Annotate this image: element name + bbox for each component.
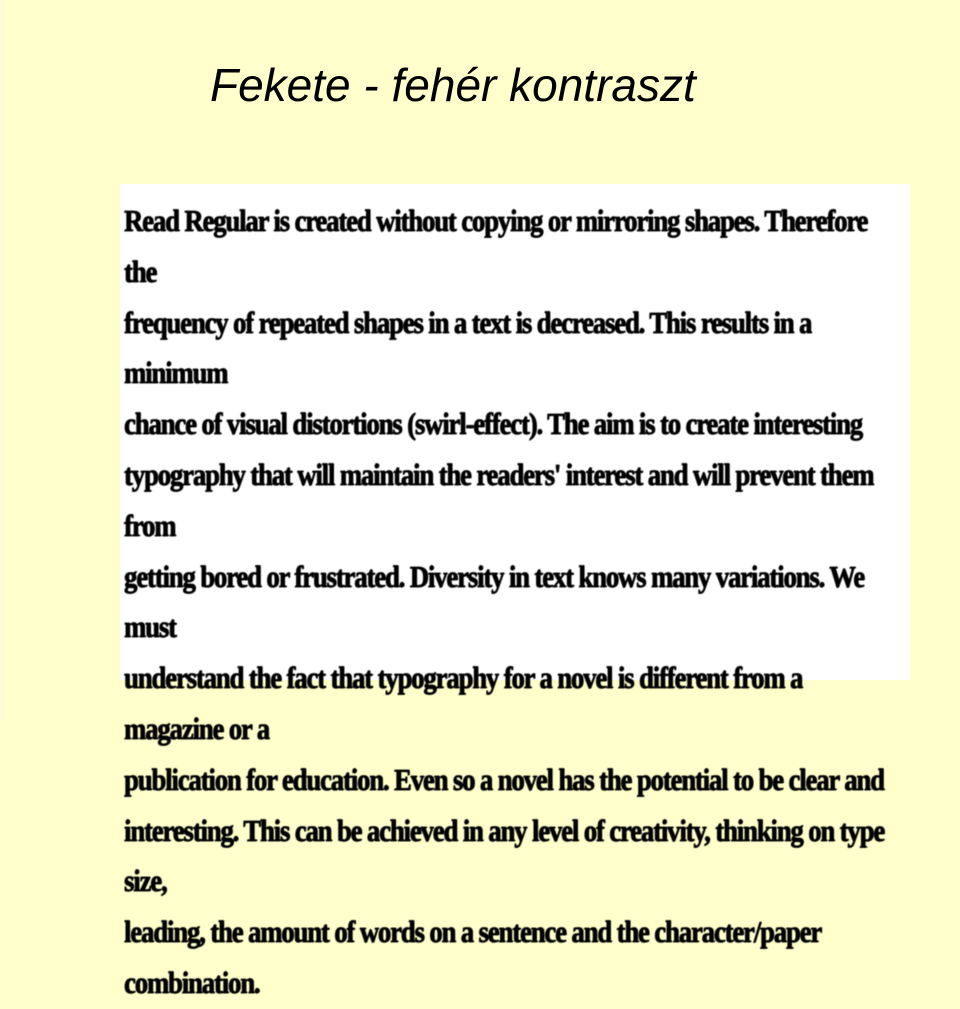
scanned-text-image (120, 184, 910, 1000)
sample-text-line: understand the fact that typography for a novel is different from a magazine or a (124, 660, 803, 746)
sample-text-line: leading, the amount of words on a sentence and the character/paper combination. (124, 914, 821, 1000)
sample-text-line: chance of visual distortions (swirl-effect). The aim is to create interesting (124, 406, 863, 442)
sample-text-line: interesting. This can be achieved in any level of creativity, thinking on type size, (124, 812, 885, 899)
sample-text-line: frequency of repeated shapes in a text is decreased. This results in a minimum (124, 304, 812, 391)
sample-text-line: getting bored or frustrated. Diversity in text knows many variations. We must (124, 558, 865, 645)
sample-text-line: publication for education. Even so a novel has the potential to be clear and (124, 761, 884, 797)
slide-title: Fekete - fehér kontraszt (210, 59, 696, 111)
sample-text-line: Read Regular is created without copying or mirroring shapes. Therefore the (124, 203, 868, 289)
sample-text-line: typography that will maintain the readers' interest and will prevent them from (124, 456, 874, 543)
sample-text-block (124, 196, 902, 1009)
